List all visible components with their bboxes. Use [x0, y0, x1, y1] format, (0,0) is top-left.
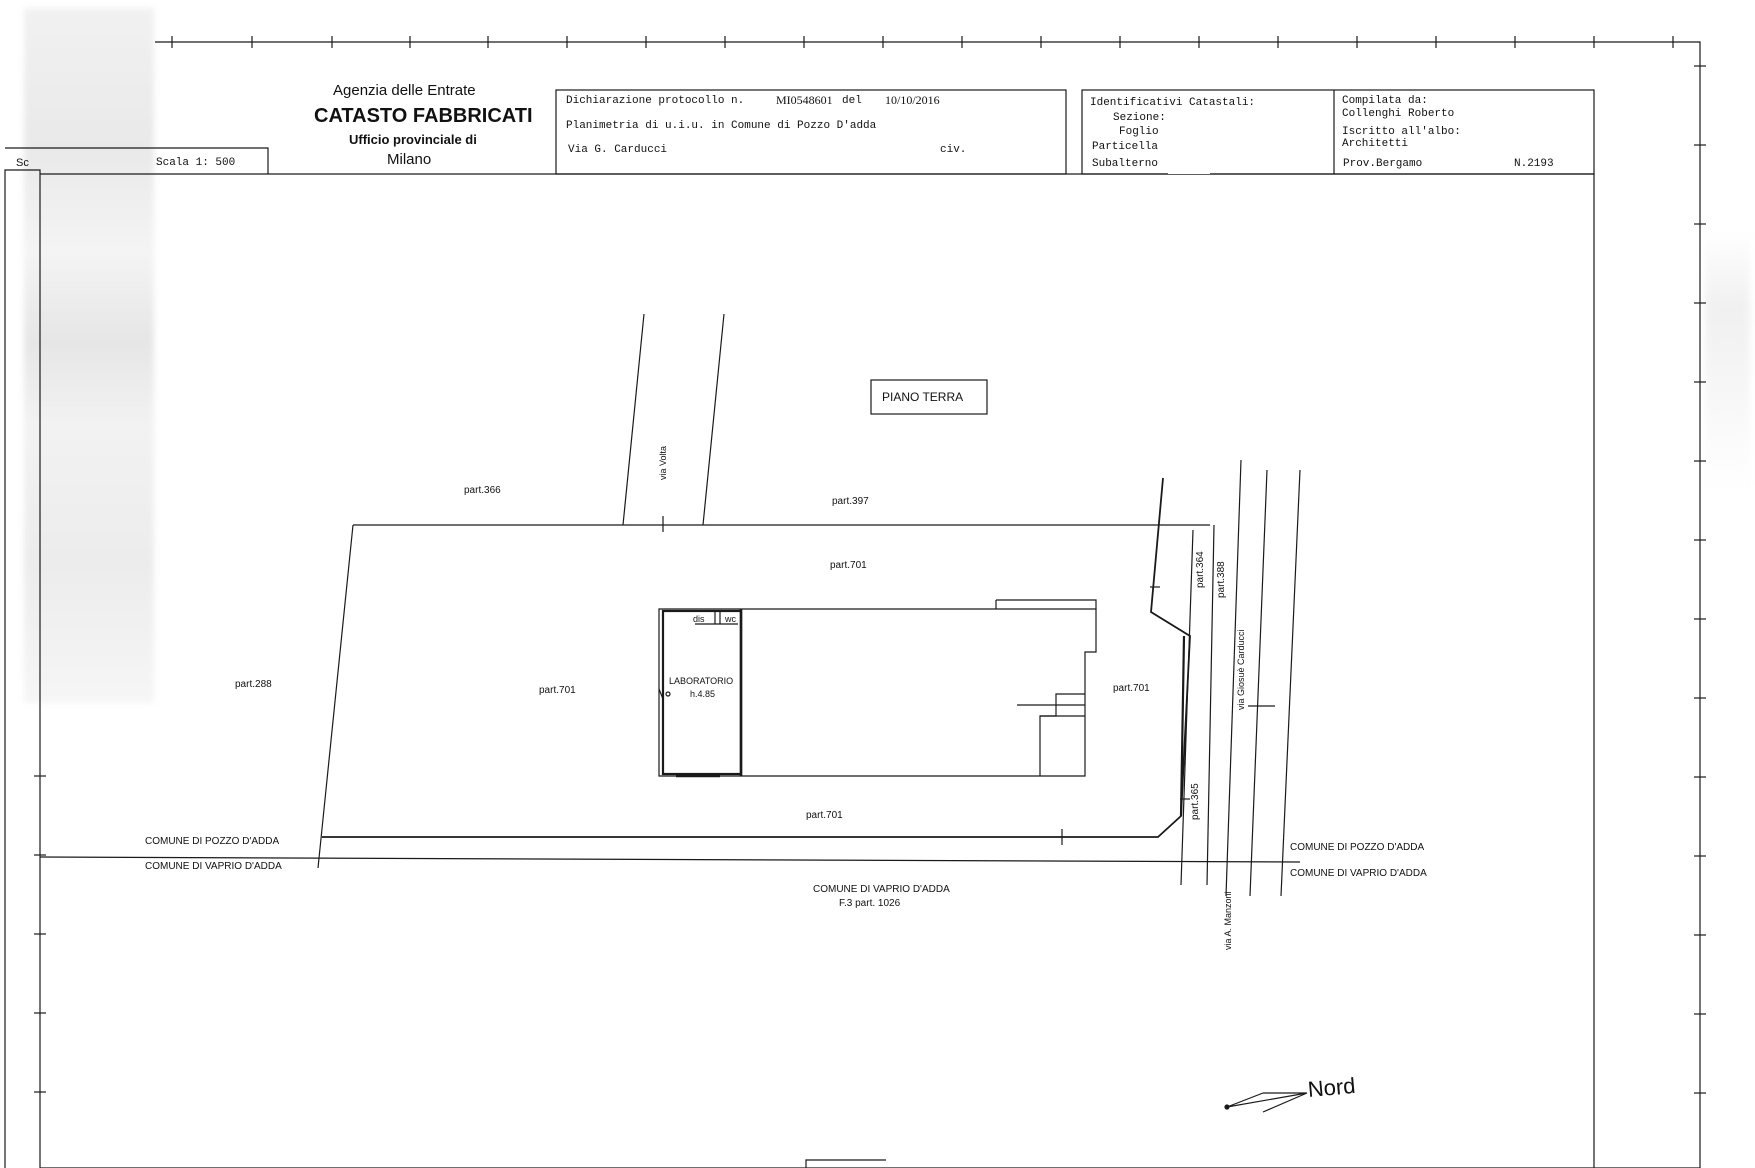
part-701-right-label: part.701	[1113, 683, 1150, 694]
dis-label: dis	[693, 614, 705, 624]
via-volta-label: via Volta	[658, 445, 668, 480]
scale-prefix: Sc	[16, 157, 29, 169]
via-volta-line-2	[703, 314, 724, 525]
building-inner-stair	[1040, 694, 1085, 776]
north-label: Nord	[1306, 1072, 1357, 1103]
address-line: Via G. Carducci	[568, 144, 668, 156]
street-line-4	[1250, 470, 1267, 896]
building-top-step	[996, 600, 1096, 609]
albo-value: Architetti	[1342, 138, 1409, 150]
comune-pozzo-right: COMUNE DI POZZO D'ADDA	[1290, 842, 1425, 853]
foglio-label: Foglio	[1119, 126, 1159, 138]
inner-frame	[40, 174, 1594, 1168]
room-name-label: LABORATORIO	[669, 676, 734, 686]
sezione-label: Sezione:	[1113, 112, 1166, 124]
lot-right-edge	[1181, 636, 1184, 816]
via-carducci-label: via Giosuè Carducci	[1236, 629, 1246, 710]
door-mark	[666, 692, 670, 696]
comune-vaprio-right: COMUNE DI VAPRIO D'ADDA	[1290, 868, 1427, 879]
province-registration: Prov.Bergamo	[1343, 158, 1423, 170]
part-701-bottom-label: part.701	[806, 810, 843, 821]
compiler-name: Collenghi Roberto	[1342, 108, 1455, 120]
albo-label: Iscritto all'albo:	[1342, 126, 1461, 138]
subalterno-label: Subalterno	[1092, 158, 1159, 170]
date-value: 10/10/2016	[885, 93, 940, 107]
north-arrow-icon	[1227, 1093, 1307, 1112]
scale-label: Scala 1: 500	[156, 157, 236, 169]
catasto-title: CATASTO FABBRICATI	[314, 105, 533, 127]
part-366-label: part.366	[464, 485, 501, 496]
part-397-label: part.397	[832, 496, 869, 507]
f3-part-label: F.3 part. 1026	[839, 898, 901, 909]
civ-label: civ.	[940, 144, 967, 156]
identifiers-title: Identificativi Catastali:	[1090, 97, 1256, 109]
registration-number: N.2193	[1514, 158, 1554, 170]
protocol-label: Dichiarazione protocollo n.	[566, 95, 745, 107]
agency-line: Agenzia delle Entrate	[333, 82, 476, 99]
comune-vaprio-left: COMUNE DI VAPRIO D'ADDA	[145, 861, 282, 872]
comune-pozzo-left: COMUNE DI POZZO D'ADDA	[145, 836, 280, 847]
province-name: Milano	[387, 151, 432, 168]
via-volta-line-1	[623, 314, 644, 525]
part-701-top-label: part.701	[830, 560, 867, 571]
via-manzoni-label: via A. Manzoni	[1223, 891, 1233, 950]
compiler-label: Compilata da:	[1342, 95, 1428, 107]
date-label: del	[842, 95, 862, 107]
building-outline	[659, 609, 1096, 776]
floor-label: PIANO TERRA	[882, 390, 964, 404]
street-line-2	[1207, 525, 1214, 885]
comune-vaprio-center: COMUNE DI VAPRIO D'ADDA	[813, 884, 950, 895]
part-701-left-label: part.701	[539, 685, 576, 696]
plan-line: Planimetria di u.i.u. in Comune di Pozzo D'adda	[566, 120, 877, 132]
office-line: Ufficio provinciale di	[349, 132, 477, 147]
lot-left-boundary	[318, 525, 353, 868]
frame-top-right	[155, 42, 1700, 1168]
part-388-label: part.388	[1216, 561, 1227, 598]
part-364-label: part.364	[1195, 551, 1206, 588]
civ-redaction	[975, 140, 1005, 152]
bottom-fragment	[806, 1160, 886, 1168]
lot-bottom-right-boundary	[322, 478, 1190, 837]
protocol-number: MI0548601	[776, 93, 833, 107]
room-height-label: h.4.85	[690, 689, 716, 699]
part-365-label: part.365	[1190, 783, 1201, 820]
identifier-redaction	[1168, 118, 1210, 174]
wc-label: wc	[725, 614, 736, 624]
frame-left	[5, 170, 40, 1168]
part-288-label: part.288	[235, 679, 272, 690]
street-line-5	[1281, 470, 1300, 896]
north-arrow-dot	[1225, 1105, 1229, 1109]
particella-label: Particella	[1092, 141, 1159, 153]
